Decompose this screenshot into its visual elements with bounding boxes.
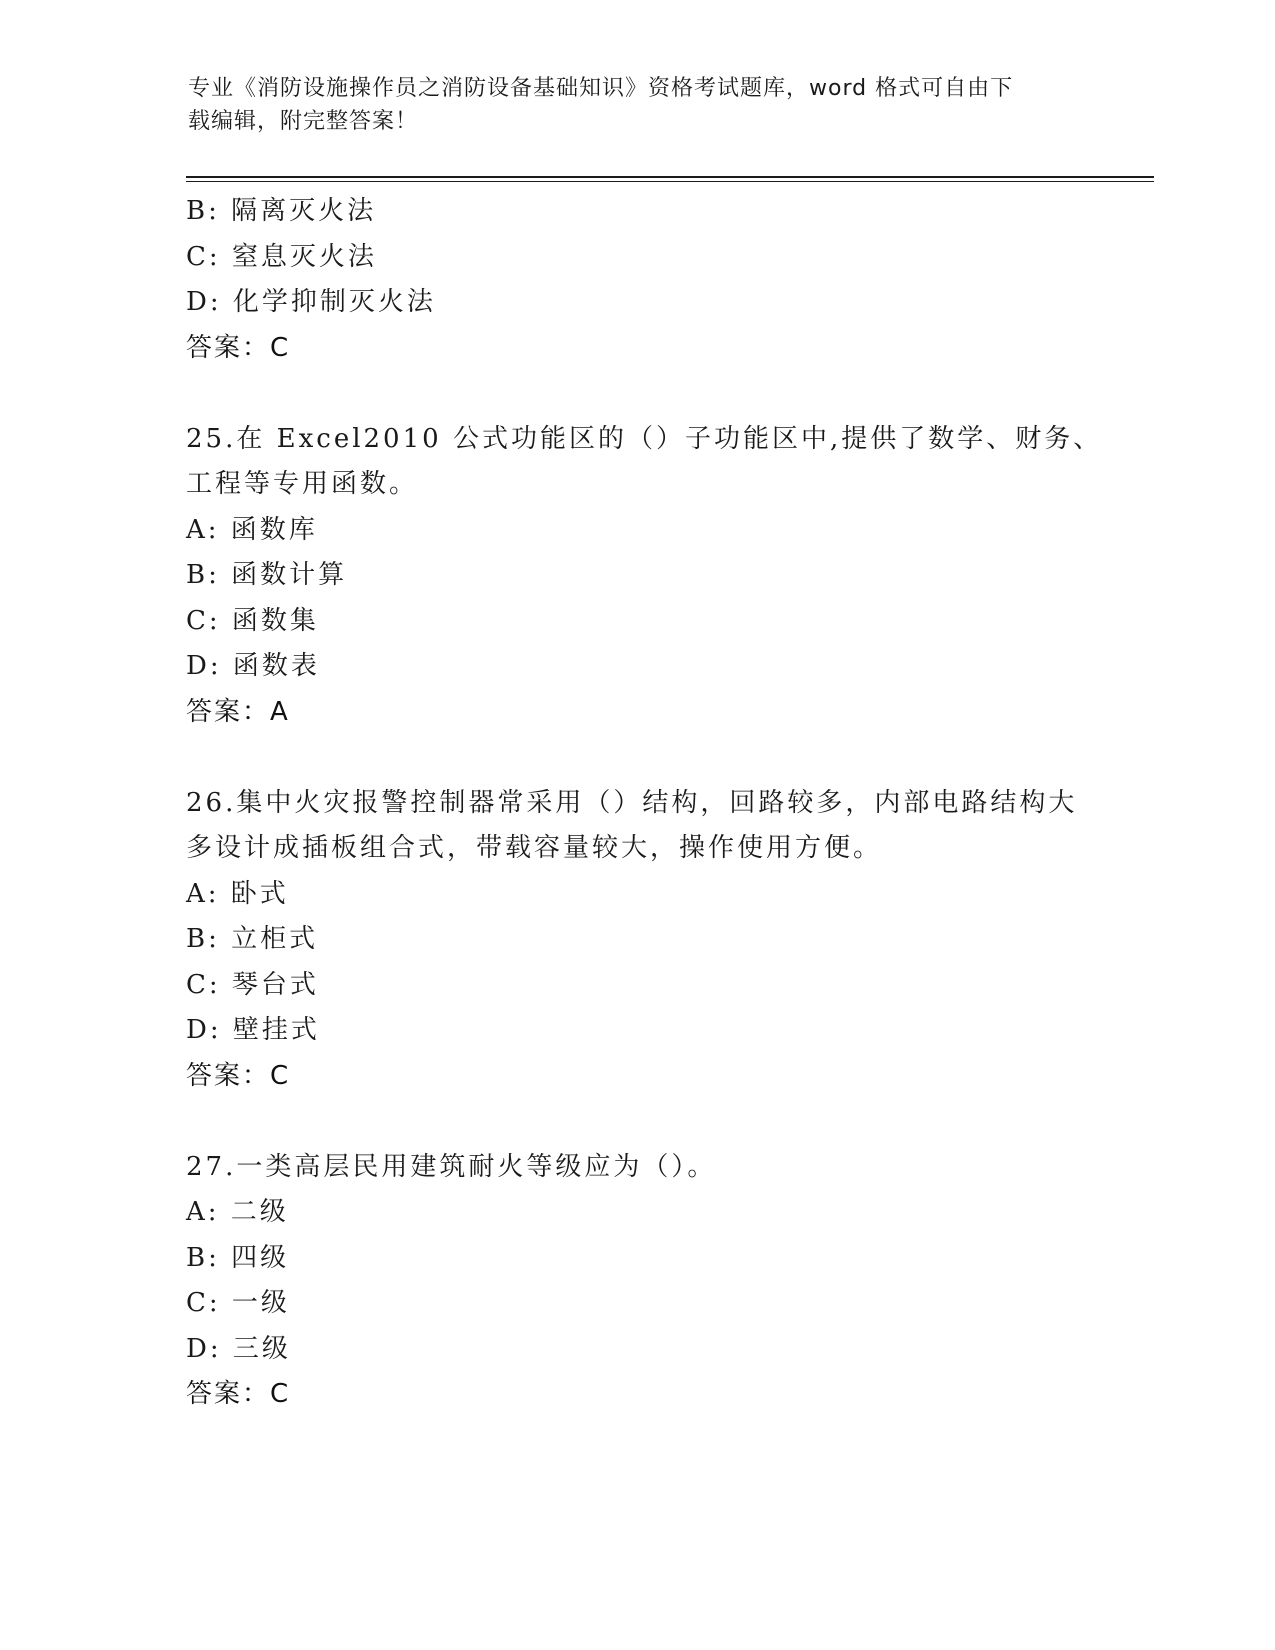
option-b: B: 四级 [186, 1242, 290, 1273]
question-text-line: 25.在 Excel2010 公式功能区的（）子功能区中,提供了数学、财务、 [186, 423, 1103, 454]
header-divider-thin [186, 181, 1154, 182]
option-b: B: 立柜式 [186, 924, 319, 954]
header-divider-thick [186, 176, 1154, 178]
question-24-continued [186, 189, 1086, 371]
option-d: D: 函数表 [186, 651, 320, 681]
option-b: B: 隔离灭火法 [186, 196, 377, 226]
question-25 [186, 417, 1103, 736]
answer-line: 答案：C [186, 332, 291, 363]
header-line-2: 载编辑，附完整答案！ [188, 109, 419, 134]
question-content [186, 189, 1103, 1418]
question-26 [186, 781, 1086, 1100]
spacer [186, 1099, 1086, 1145]
option-b: B: 函数计算 [186, 560, 348, 590]
spacer [186, 735, 1086, 781]
answer-line: 答案：C [186, 1379, 291, 1409]
option-d: D: 壁挂式 [186, 1015, 320, 1045]
header-line-1: 专业《消防设施操作员之消防设备基础知识》资格考试题库，word 格式可自由下 [188, 76, 1014, 101]
question-27 [186, 1145, 1086, 1418]
question-text-line: 工程等专用函数。 [186, 469, 419, 499]
option-d: D: 化学抑制灭火法 [186, 287, 436, 317]
answer-line: 答案：A [186, 696, 290, 727]
option-a: A: 卧式 [186, 878, 289, 909]
option-a: A: 函数库 [186, 514, 318, 545]
document-header [188, 72, 1068, 138]
option-d: D: 三级 [186, 1333, 291, 1364]
answer-line: 答案：C [186, 1060, 291, 1091]
option-c: C: 函数集 [186, 605, 319, 636]
option-c: C: 窒息灭火法 [186, 241, 377, 272]
option-c: C: 一级 [186, 1288, 290, 1318]
question-text-line: 27.一类高层民用建筑耐火等级应为（）。 [186, 1151, 717, 1182]
question-text-line: 26.集中火灾报警控制器常采用（）结构，回路较多，内部电路结构大 [186, 787, 1078, 818]
option-a: A: 二级 [186, 1197, 289, 1227]
question-text-line: 多设计成插板组合式，带载容量较大，操作使用方便。 [186, 833, 883, 863]
option-c: C: 琴台式 [186, 969, 319, 1000]
spacer [186, 371, 1086, 417]
